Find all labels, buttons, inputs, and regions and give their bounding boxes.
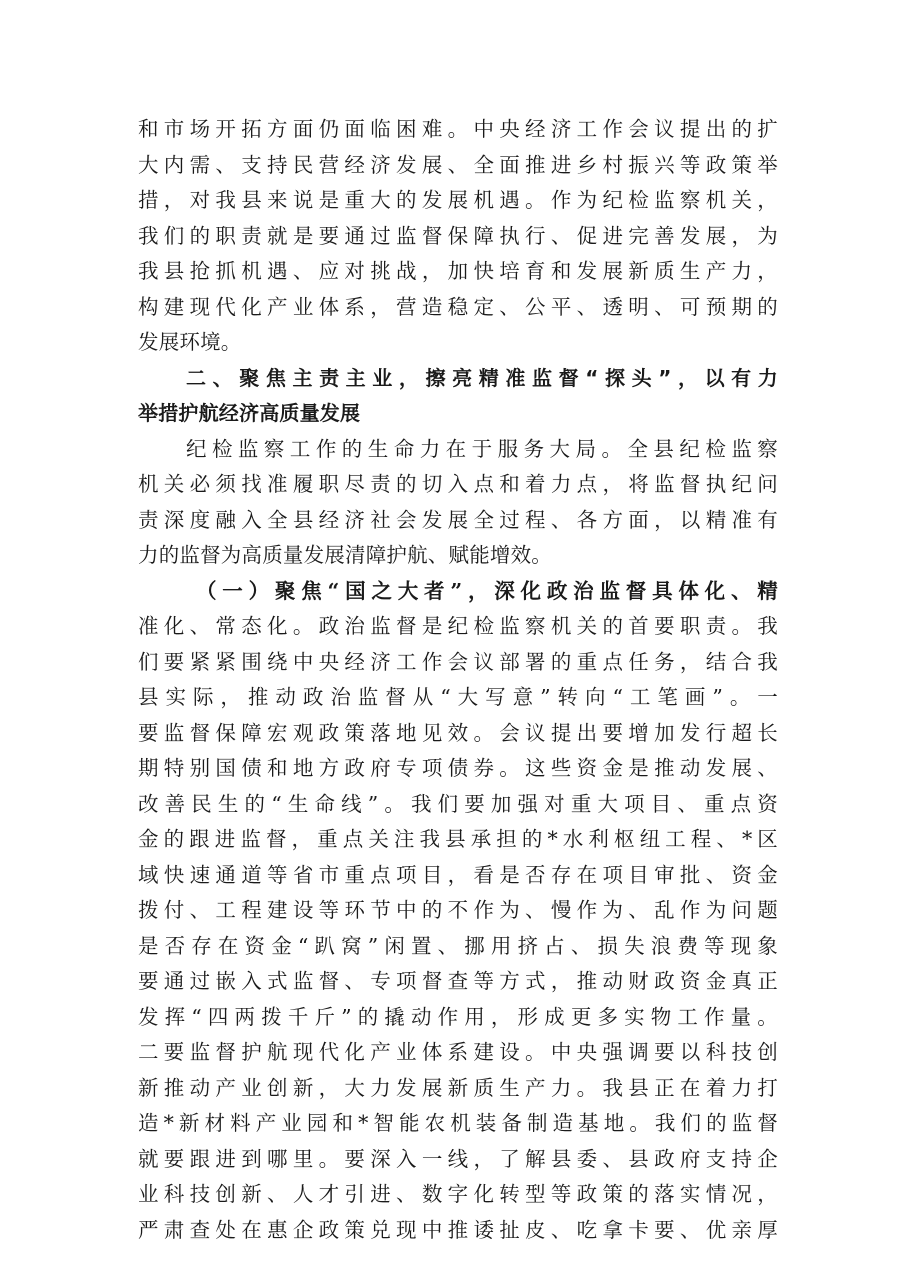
section-heading: 举措护航经济高质量发展 xyxy=(138,401,361,425)
body-line: 机关必须找准履职尽责的切入点和着力点，将监督执纪问 xyxy=(138,472,778,496)
body-line: 们要紧紧围绕中央经济工作会议部署的重点任务，结合我 xyxy=(138,649,778,674)
body-line: 发展环境。 xyxy=(138,330,242,354)
body-line: 就要跟进到哪里。要深入一线，了解县委、县政府支持企 xyxy=(138,1146,778,1171)
body-line: 要监督保障宏观政策落地见效。会议提出要增加发行超长 xyxy=(138,720,778,745)
body-line: 我们的职责就是要通过监督保障执行、促进完善发展，为 xyxy=(138,223,778,248)
body-line: 改善民生的“生命线”。我们要加强对重大项目、重点资 xyxy=(138,791,778,816)
body-line: 金的跟进监督，重点关注我县承担的*水利枢纽工程、*区 xyxy=(138,827,778,851)
body-line: 县实际，推动政治监督从“大写意”转向“工笔画”。一 xyxy=(138,685,778,709)
body-line: 力的监督为高质量发展清障护航、赋能增效。 xyxy=(138,543,552,567)
body-line: 和市场开拓方面仍面临困难。中央经济工作会议提出的扩 xyxy=(138,117,778,141)
body-line: 发挥“四两拨千斤”的撬动作用，形成更多实物工作量。 xyxy=(138,1004,778,1029)
body-line: 我县抢抓机遇、应对挑战，加快培育和发展新质生产力， xyxy=(138,259,778,283)
body-line: 纪检监察工作的生命力在于服务大局。全县纪检监察 xyxy=(186,436,778,461)
body-line: 大内需、支持民营经济发展、全面推进乡村振兴等政策举 xyxy=(138,152,778,177)
body-line: 是否存在资金“趴窝”闲置、挪用挤占、损失浪费等现象 xyxy=(138,933,778,958)
body-line: 域快速通道等省市重点项目，看是否存在项目审批、资金 xyxy=(138,862,778,887)
body-line: 严肃查处在惠企政策兑现中推诿扯皮、吃拿卡要、优亲厚 xyxy=(138,1217,778,1242)
body-line: 构建现代化产业体系，营造稳定、公平、透明、可预期的 xyxy=(138,294,778,319)
body-line: 业科技创新、人才引进、数字化转型等政策的落实情况， xyxy=(138,1182,778,1206)
body-line: 二要监督护航现代化产业体系建设。中央强调要以科技创 xyxy=(138,1040,778,1064)
body-line: 要通过嵌入式监督、专项督查等方式，推动财政资金真正 xyxy=(138,969,778,993)
body-line: 措，对我县来说是重大的发展机遇。作为纪检监察机关， xyxy=(138,188,778,212)
document-body xyxy=(138,112,778,1248)
body-line: 责深度融入全县经济社会发展全过程、各方面，以精准有 xyxy=(138,507,778,532)
subsection-heading: （一）聚焦“国之大者”，深化政治监督具体化、精 xyxy=(196,578,778,603)
body-line: 新推动产业创新，大力发展新质生产力。我县正在着力打 xyxy=(138,1075,778,1100)
section-heading: 二、聚焦主责主业，擦亮精准监督“探头”，以有力 xyxy=(186,365,778,390)
body-line: 拨付、工程建设等环节中的不作为、慢作为、乱作为问题 xyxy=(138,898,778,922)
body-line: 期特别国债和地方政府专项债券。这些资金是推动发展、 xyxy=(138,756,778,780)
body-line: 造*新材料产业园和*智能农机装备制造基地。我们的监督 xyxy=(138,1111,778,1135)
body-line: 准化、常态化。政治监督是纪检监察机关的首要职责。我 xyxy=(138,614,778,638)
